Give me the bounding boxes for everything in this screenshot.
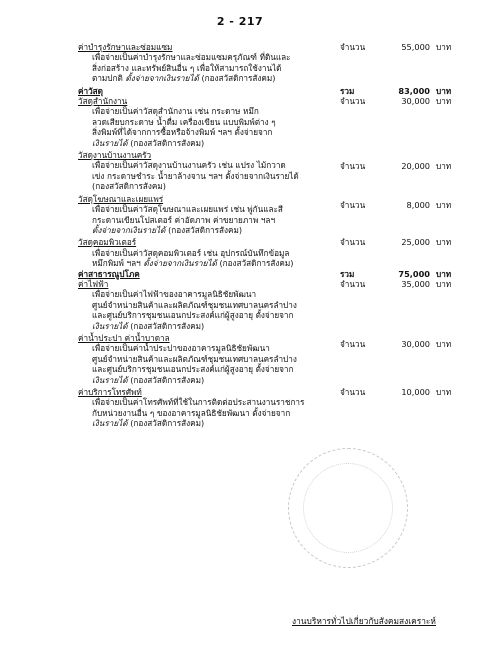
desc-line: (กองสวัสดิการสังคม) (92, 181, 166, 192)
amount-label: จำนวน (340, 338, 366, 349)
total-value: 75,000 (398, 268, 430, 279)
total-label: รวม (340, 268, 355, 279)
desc-line: เพื่อจ่ายเป็นค่าโทรศัพท์ที่ใช้ในการติดต่อประสานงานราชการ (92, 397, 305, 408)
total-value: 83,000 (398, 85, 430, 96)
desc-line: เพื่อจ่ายเป็นค่าไฟฟ้าของอาคารมูลนิธิชัยพัฒนา (92, 289, 257, 300)
page-footer: งานบริหารทั่วไปเกี่ยวกับสังคมสงเคราะห์ (292, 616, 436, 626)
section-title: ค่าบริการโทรศัพท์ (78, 387, 142, 397)
section-title: วัสดุคอมพิวเตอร์ (78, 237, 137, 248)
amount-value: 30,000 (401, 96, 430, 107)
section-telephone (0, 387, 480, 397)
desc-line: ศูนย์จำหน่ายสินค้าและผลิตภัณฑ์ชุมชนเทศบาลนครลำปาง (92, 353, 297, 364)
faded-stamp-mark (288, 448, 408, 568)
desc-line: ตั้งจ่ายจากเงินรายได้ (กองสวัสดิการสังคม) (92, 224, 243, 235)
desc-line: กับหน่วยงานอื่น ๆ ของอาคารมูลนิธิชัยพัฒนา ตั้งจ่ายจาก (92, 407, 291, 418)
section-description (0, 204, 330, 235)
desc-line: เพื่อจ่ายเป็นค่าวัสดุสำนักงาน เช่น กระดาษ หมึก (92, 106, 259, 117)
amount-label: จำนวน (340, 96, 366, 107)
budget-document (0, 42, 480, 429)
total-label: รวม (340, 85, 355, 96)
amount-value: 35,000 (401, 278, 430, 289)
section-title: ค่าน้ำประปา ค่าน้ำบาดาล (78, 332, 170, 343)
desc-line: และศูนย์บริการชุมชนเอนกประสงค์แก่ผู้สูงอายุ ตั้งจ่ายจาก (92, 310, 294, 321)
section-title: วัสดุโฆษณาและเผยแพร่ (78, 193, 164, 204)
desc-line: หมึกพิมพ์ ฯลฯ ตั้งจ่ายจากเงินรายได้ (กองสวัสดิการสังคม) (92, 258, 294, 269)
desc-line: เงินรายได้ (กองสวัสดิการสังคม) (92, 320, 205, 331)
section-title: ค่าบำรุงรักษาและซ่อมแซม (78, 42, 173, 52)
section-maintenance (0, 42, 480, 52)
amount-value: 20,000 (401, 161, 430, 172)
section-title: ค่าไฟฟ้า (78, 278, 109, 289)
amount-label: จำนวน (340, 237, 366, 248)
desc-line: สิ่งก่อสร้าง และทรัพย์สินอื่น ๆ เพื่อให้สามารถใช้งานได้ (92, 62, 282, 73)
unit-label: บาท (436, 237, 452, 248)
section-electricity (0, 279, 480, 289)
unit-label: บาท (436, 42, 452, 52)
desc-line: เพื่อจ่ายเป็นค่าวัสดุโฆษณาและเผยแพร่ เช่น พู่กันและสี (92, 204, 283, 215)
desc-line: เงินรายได้ (กองสวัสดิการสังคม) (92, 137, 205, 148)
amount-label: จำนวน (340, 278, 366, 289)
desc-line: เพื่อจ่ายเป็นค่าวัสดุคอมพิวเตอร์ เช่น อุปกรณ์บันทึกข้อมูล (92, 247, 290, 258)
desc-line: ลวดเสียบกระดาษ น้ำดื่ม เครื่องเขียน แบบพิมพ์ต่าง ๆ (92, 116, 276, 127)
page-number: 2 - 217 (216, 15, 264, 28)
section-office-supplies (0, 96, 480, 106)
section-description (0, 106, 330, 148)
desc-line: กระดานเขียนโปสเตอร์ ค่าอัดภาพ ค่าขยายภาพ ฯลฯ (92, 214, 276, 225)
unit-label: บาท (436, 338, 452, 349)
desc-line: เพื่อจ่ายเป็นค่าน้ำประปาของอาคารมูลนิธิชัยพัฒนา (92, 343, 270, 354)
desc-line: ศูนย์จำหน่ายสินค้าและผลิตภัณฑ์ชุมชนเทศบาลนครลำปาง (92, 299, 297, 310)
group-materials (0, 86, 480, 96)
desc-line: และศูนย์บริการชุมชนเอนกประสงค์แก่ผู้สูงอายุ ตั้งจ่ายจาก (92, 364, 294, 375)
section-description (0, 397, 330, 428)
amount-value: 30,000 (401, 338, 430, 349)
amount-label: จำนวน (340, 387, 366, 397)
unit-label: บาท (436, 268, 452, 279)
amount-value: 55,000 (401, 42, 430, 52)
unit-label: บาท (436, 161, 452, 172)
amount-value: 10,000 (401, 387, 430, 397)
unit-label: บาท (436, 387, 452, 397)
section-description (0, 248, 330, 269)
amount-value: 25,000 (401, 237, 430, 248)
amount-label: จำนวน (340, 161, 366, 172)
faded-stamp-inner-ring (303, 463, 393, 553)
amount-label: จำนวน (340, 42, 366, 52)
section-description (0, 52, 330, 83)
section-title: วัสดุงานบ้านงานครัว (78, 150, 152, 161)
group-utilities (0, 269, 480, 279)
group-title: ค่าวัสดุ (78, 85, 103, 96)
section-computer-supplies (0, 237, 480, 247)
unit-label: บาท (436, 96, 452, 107)
desc-line: เพื่อจ่ายเป็นค่าบำรุงรักษาและซ่อมแซมครุภัณฑ์ ที่ดินและ (92, 52, 291, 63)
section-description (0, 343, 330, 385)
section-title: วัสดุสำนักงาน (78, 96, 128, 107)
unit-label: บาท (436, 85, 452, 96)
desc-line: เข่ง กระดาษชำระ น้ำยาล้างจาน ฯลฯ ตั้งจ่ายจากเงินรายได้ (92, 170, 299, 181)
desc-line: เพื่อจ่ายเป็นค่าวัสดุงานบ้านงานครัว เช่น แปรง ไม้กวาด (92, 160, 286, 171)
desc-line: ตามปกติ ตั้งจ่ายจากเงินรายได้ (กองสวัสดิการสังคม) (92, 73, 276, 84)
unit-label: บาท (436, 278, 452, 289)
desc-line: เงินรายได้ (กองสวัสดิการสังคม) (92, 374, 205, 385)
desc-line: สิ่งพิมพ์ที่ได้จากการซื้อหรือจ้างพิมพ์ ฯลฯ ตั้งจ่ายจาก (92, 127, 273, 138)
group-title: ค่าสาธารณูปโภค (78, 268, 140, 279)
amount-value: 8,000 (406, 199, 430, 210)
amount-label: จำนวน (340, 199, 366, 210)
desc-line: เงินรายได้ (กองสวัสดิการสังคม) (92, 418, 205, 429)
section-description (0, 160, 330, 191)
section-description (0, 289, 330, 331)
unit-label: บาท (436, 199, 452, 210)
